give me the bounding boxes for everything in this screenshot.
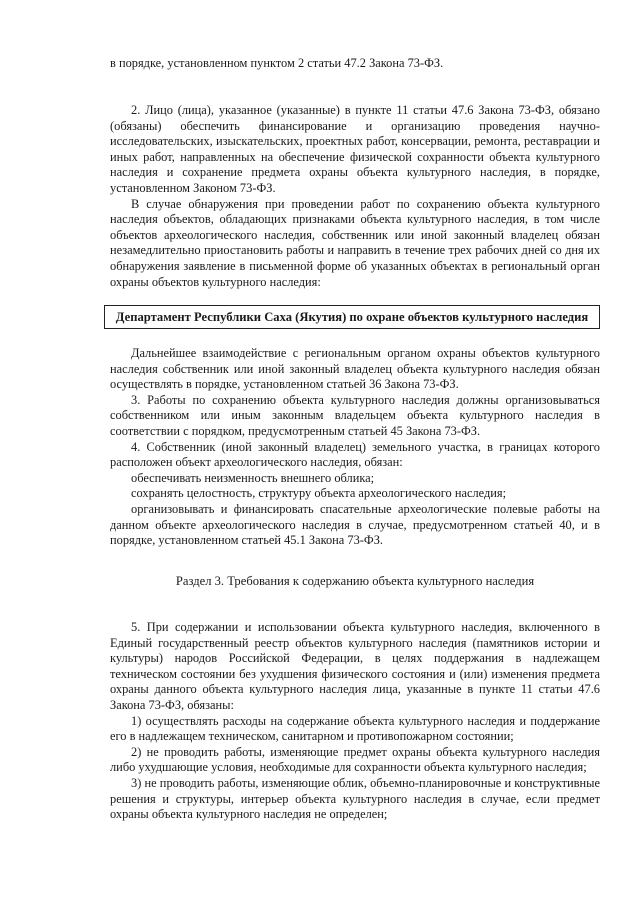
paragraph-interaction: Дальнейшее взаимодействие с региональным органом охраны объектов культурного наследия собственник или иной законный владелец объекта культурного наследия обязан осуществлять в порядке, установленном статьей 36 Закона 73-ФЗ. (110, 346, 600, 392)
list-item-4b: сохранять целостность, структуру объекта археологического наследия; (131, 486, 507, 501)
paragraph-4: 4. Собственник (иной законный владелец) земельного участка, в границах которого расположен объект археологического наследия, обязан: (110, 439, 600, 470)
paragraph-3: 3. Работы по сохранению объекта культурного наследия должны организовываться собственником или иным законным владельцем объекта культурного наследия в соответствии с порядком, предусмотренным статьей 45 Закона 73-ФЗ. (110, 392, 600, 438)
section-3-4-block (110, 346, 600, 549)
list-item-4a: обеспечивать неизменность внешнего облика; (131, 470, 375, 485)
list-item-5-3: 3) не проводить работы, изменяющие облик, объемно-планировочные и конструктивные решения и структуры, интерьер объекта культурного наследия в случае, если предмет охраны объекта культурного наследия не определен; (110, 775, 600, 822)
list-item-5-1: 1) осуществлять расходы на содержание объекта культурного наследия и поддержание его в надлежащем техническом, санитарном и противопожарном состоянии; (110, 713, 600, 744)
paragraph-5: 5. При содержании и использовании объекта культурного наследия, включенного в Единый государственный реестр объектов культурного наследия (памятников истории и культуры) народов Российской Федерации, в целях поддержания в надлежащем техническом состоянии без ухудшения физического состояния и (или) изменения предмета охраны данного объекта культурного наследия лица, указанные в пункте 11 статьи 47.6 Закона 73-ФЗ, обязаны: (110, 620, 600, 712)
continuation-block (110, 56, 600, 72)
section-5-block (110, 620, 600, 823)
top-line: в порядке, установленном пунктом 2 статьи 47.2 Закона 73-ФЗ. (110, 56, 444, 70)
section-3-heading: Раздел 3. Требования к содержанию объекта культурного наследия (175, 574, 535, 588)
paragraph-discovery: В случае обнаружения при проведении работ по сохранению объекта культурного наследия объектов, обладающих признаками объекта культурного наследия, в том числе объектов археологического наследия, собственник или иной законный владелец обязан незамедлительно приостановить работы и направить в течение трех рабочих дней со дня их обнаружения заявление в письменной форме об указанных объектах в региональный орган охраны объектов культурного наследия: (110, 196, 600, 289)
section-2-block (110, 103, 600, 290)
list-item-5-2: 2) не проводить работы, изменяющие предмет охраны объекта культурного наследия либо ухудшающие условия, необходимые для сохранности объекта культурного наследия; (110, 744, 600, 775)
paragraph-2: 2. Лицо (лица), указанное (указанные) в пункте 11 статьи 47.6 Закона 73-ФЗ, обязано (обязаны) обеспечить финансирование и организацию проведения научно-исследовательских, изыскательских, проектных работ, консервации, ремонта, реставрации и иных работ, направленных на обеспечение физической сохранности объекта культурного наследия и сохранение предмета охраны объекта культурного наследия, в порядке, установленном Законом 73-ФЗ. (110, 103, 600, 195)
list-item-4c: организовывать и финансировать спасательные археологические полевые работы на данном объекте археологического наследия в случае, предусмотренном статьей 40, и в порядке, установленном статьей 45.1 Закона 73-ФЗ. (110, 501, 600, 548)
authority-box: Департамент Республики Саха (Якутия) по охране объектов культурного наследия (104, 305, 600, 329)
